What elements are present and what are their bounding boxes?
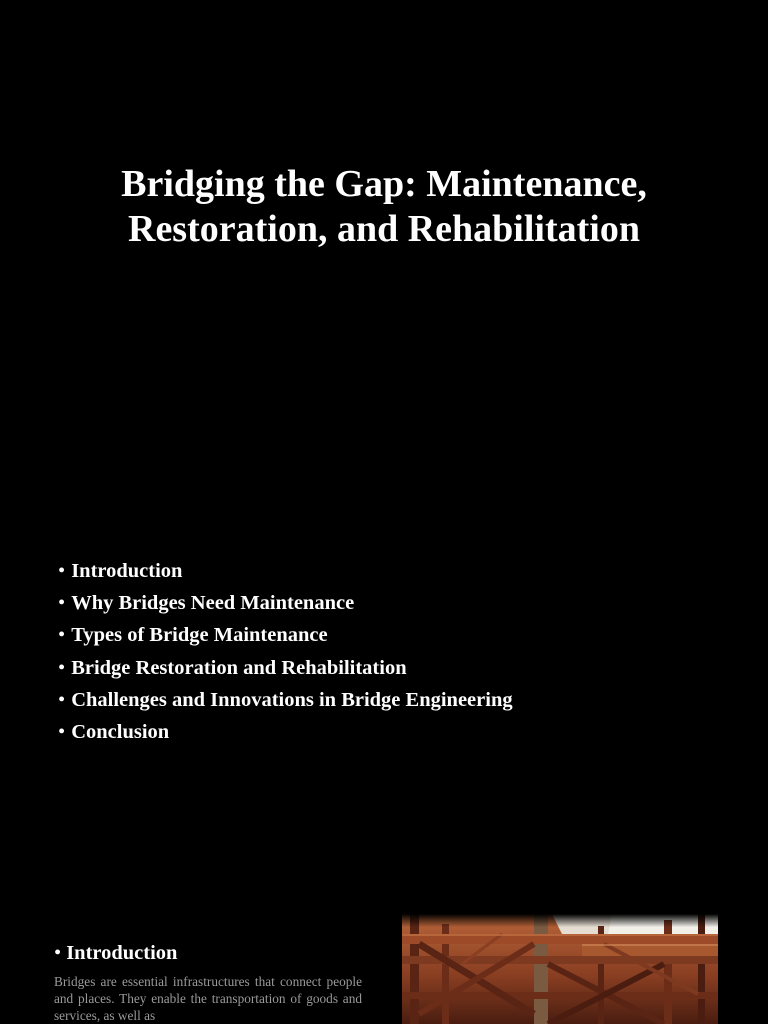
agenda-item-types [58, 619, 513, 651]
bullet-icon: • [58, 656, 66, 679]
bullet-icon: • [58, 688, 66, 711]
rusted-bridge-truss-photo [402, 914, 718, 1024]
intro-heading [54, 939, 177, 967]
agenda-item-label: Introduction [71, 560, 183, 582]
bullet-icon: • [58, 560, 66, 582]
bridge-truss-illustration [402, 914, 718, 1024]
agenda-item-label: Why Bridges Need Maintenance [71, 592, 355, 615]
agenda-item-label: Types of Bridge Maintenance [71, 624, 328, 647]
agenda-item-label: Challenges and Innovations in Bridge Engineering [71, 688, 513, 711]
agenda-item-challenges [58, 684, 513, 716]
bullet-icon: • [58, 721, 66, 744]
slide-title: Bridging the Gap: Maintenance, Restoration, and Rehabilitation [121, 163, 647, 250]
agenda-item-conclusion [58, 716, 513, 748]
bullet-icon: • [58, 592, 66, 615]
agenda-list [58, 555, 513, 748]
agenda-item-restoration [58, 652, 513, 684]
agenda-item-why-maintenance [58, 587, 513, 619]
bullet-icon: • [58, 624, 66, 647]
intro-heading-label: Introduction [66, 942, 178, 964]
agenda-item-introduction [58, 555, 513, 587]
intro-body-text: Bridges are essential infrastructures that connect people and places. They enable the transportation of goods and services, as well as [54, 974, 362, 1024]
agenda-item-label: Conclusion [71, 721, 170, 744]
bullet-icon: • [54, 942, 62, 964]
agenda-item-label: Bridge Restoration and Rehabilitation [71, 656, 407, 679]
